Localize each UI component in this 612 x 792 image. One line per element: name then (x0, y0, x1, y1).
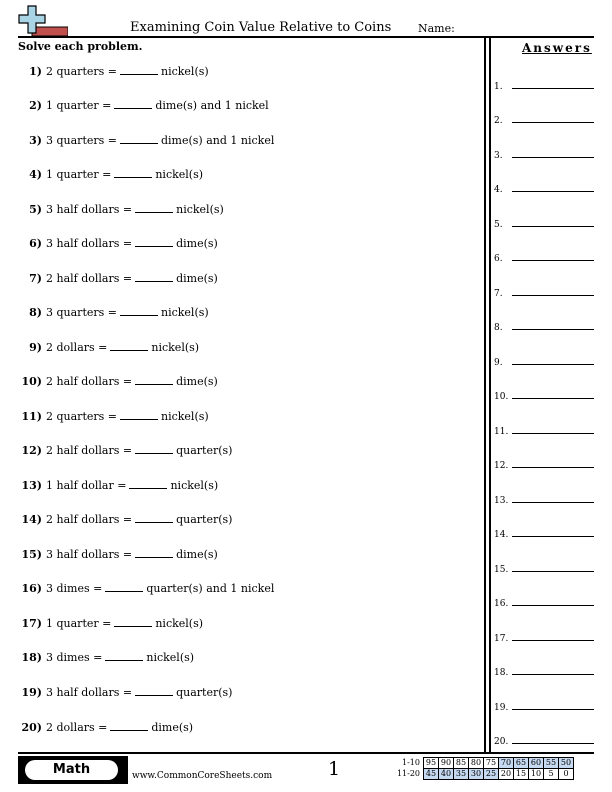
problem-item (18, 99, 478, 115)
column-divider-right (489, 36, 491, 752)
problem-number: 20) (21, 721, 42, 734)
answer-line[interactable] (512, 502, 594, 503)
answer-blank[interactable] (120, 306, 158, 316)
answer-blank[interactable] (105, 651, 143, 661)
score-cell: 15 (514, 769, 529, 780)
problem-text: 1 half dollar = (46, 479, 127, 492)
plus-logo-icon (18, 5, 68, 37)
answer-row[interactable] (494, 526, 594, 540)
answer-row[interactable] (494, 250, 594, 264)
answer-line[interactable] (512, 571, 594, 572)
answer-line[interactable] (512, 226, 594, 227)
problem-text: 2 dollars = (46, 341, 108, 354)
problem-number: 7) (29, 272, 42, 285)
answer-line[interactable] (512, 743, 594, 744)
problem-item (18, 65, 478, 81)
problem-number: 8) (29, 306, 42, 319)
answer-row[interactable] (494, 147, 594, 161)
answer-line[interactable] (512, 467, 594, 468)
problem-number: 5) (29, 203, 42, 216)
problem-unit: dime(s) (151, 721, 194, 734)
answer-label: 11. (494, 427, 509, 437)
problem-text: 2 dollars = (46, 721, 108, 734)
problem-number: 17) (21, 617, 42, 630)
answer-row[interactable] (494, 733, 594, 747)
score-row (394, 758, 574, 769)
problem-unit: quarter(s) (176, 513, 233, 526)
answer-blank[interactable] (135, 375, 173, 385)
problem-unit: dime(s) (176, 375, 218, 388)
math-badge: Math (25, 760, 118, 780)
answer-row[interactable] (494, 319, 594, 333)
answer-line[interactable] (512, 433, 594, 434)
problem-item (18, 134, 478, 150)
problem-number: 4) (29, 168, 42, 181)
problem-item (18, 582, 478, 598)
score-cell: 20 (499, 769, 514, 780)
problem-number: 2) (29, 99, 42, 112)
problem-unit: nickel(s) (160, 65, 209, 78)
problem-unit: nickel(s) (170, 479, 219, 492)
score-cell: 95 (424, 758, 439, 769)
problem-item (18, 548, 478, 564)
answer-blank[interactable] (135, 237, 173, 247)
problem-text: 1 quarter = (46, 168, 112, 181)
problem-unit: dime(s) and 1 nickel (155, 99, 269, 112)
answer-row[interactable] (494, 216, 594, 230)
answer-line[interactable] (512, 191, 594, 192)
answer-blank[interactable] (110, 341, 148, 351)
problem-item (18, 272, 478, 288)
problem-text: 3 quarters = (46, 134, 117, 147)
answer-row[interactable] (494, 423, 594, 437)
problem-number: 1) (29, 65, 42, 78)
problem-number: 12) (21, 444, 42, 457)
answer-blank[interactable] (114, 168, 152, 178)
problem-unit: nickel(s) (160, 306, 209, 319)
answer-line[interactable] (512, 640, 594, 641)
score-cell: 10 (529, 769, 544, 780)
problem-number: 6) (29, 237, 42, 250)
answer-label: 13. (494, 496, 509, 506)
problem-item (18, 306, 478, 322)
problem-text: 3 half dollars = (46, 686, 133, 699)
problem-text: 1 quarter = (46, 99, 112, 112)
problem-text: 2 half dollars = (46, 272, 133, 285)
score-cell: 80 (469, 758, 484, 769)
footer-divider (18, 752, 594, 754)
problem-text: 1 quarter = (46, 617, 112, 630)
answer-label: 16. (494, 599, 509, 609)
score-cell: 5 (544, 769, 559, 780)
answer-label: 18. (494, 668, 509, 678)
score-cell: 75 (484, 758, 499, 769)
problem-unit: dime(s) (176, 272, 218, 285)
answer-row[interactable] (494, 78, 594, 92)
problem-number: 9) (29, 341, 42, 354)
answer-line[interactable] (512, 398, 594, 399)
answer-row[interactable] (494, 388, 594, 402)
answer-label: 9. (494, 358, 503, 368)
answer-line[interactable] (512, 329, 594, 330)
answer-blank[interactable] (129, 479, 167, 489)
answer-line[interactable] (512, 295, 594, 296)
problem-item (18, 341, 478, 357)
answer-row[interactable] (494, 354, 594, 368)
problem-text: 3 half dollars = (46, 203, 133, 216)
answer-row[interactable] (494, 561, 594, 575)
problem-text: 2 quarters = (46, 410, 117, 423)
answer-blank[interactable] (114, 99, 152, 109)
score-row-label: 1-10 (402, 758, 420, 767)
column-divider-left (484, 36, 486, 752)
score-cell: 45 (424, 769, 439, 780)
answer-row[interactable] (494, 492, 594, 506)
answer-label: 17. (494, 634, 509, 644)
answer-label: 20. (494, 737, 509, 747)
answer-label: 5. (494, 220, 503, 230)
answer-blank[interactable] (120, 410, 158, 420)
answer-blank[interactable] (135, 513, 173, 523)
answer-blank[interactable] (135, 444, 173, 454)
problem-item (18, 375, 478, 391)
instructions: Solve each problem. (18, 40, 143, 53)
answer-line[interactable] (512, 674, 594, 675)
problem-text: 3 half dollars = (46, 237, 133, 250)
problem-text: 3 quarters = (46, 306, 117, 319)
answer-row[interactable] (494, 457, 594, 471)
answer-line[interactable] (512, 364, 594, 365)
score-row-label: 11-20 (396, 769, 420, 778)
answer-blank[interactable] (105, 582, 143, 592)
problem-number: 13) (21, 479, 42, 492)
problem-item (18, 721, 478, 737)
answer-line[interactable] (512, 88, 594, 89)
answer-blank[interactable] (135, 272, 173, 282)
answer-row[interactable] (494, 664, 594, 678)
problem-text: 2 half dollars = (46, 444, 133, 457)
problem-item (18, 410, 478, 426)
answer-line[interactable] (512, 605, 594, 606)
problem-unit: nickel(s) (155, 617, 204, 630)
answer-label: 19. (494, 703, 509, 713)
problem-text: 3 dimes = (46, 651, 103, 664)
problem-unit: quarter(s) (176, 686, 233, 699)
problem-number: 18) (21, 651, 42, 664)
answer-blank[interactable] (114, 617, 152, 627)
problem-text: 3 half dollars = (46, 548, 133, 561)
score-cell: 65 (514, 758, 529, 769)
problem-unit: nickel(s) (146, 651, 195, 664)
website-link[interactable]: www.CommonCoreSheets.com (132, 771, 273, 781)
answer-row[interactable] (494, 181, 594, 195)
score-cell: 50 (559, 758, 574, 769)
header-divider (18, 36, 594, 38)
problem-text: 2 half dollars = (46, 513, 133, 526)
answer-blank[interactable] (120, 134, 158, 144)
score-cell: 90 (439, 758, 454, 769)
problem-unit: quarter(s) and 1 nickel (146, 582, 275, 595)
score-cell: 40 (439, 769, 454, 780)
problem-number: 16) (21, 582, 42, 595)
problem-item (18, 168, 478, 184)
answer-line[interactable] (512, 157, 594, 158)
answer-label: 6. (494, 254, 503, 264)
problem-number: 10) (21, 375, 42, 388)
answer-line[interactable] (512, 536, 594, 537)
answer-blank[interactable] (110, 721, 148, 731)
answer-line[interactable] (512, 709, 594, 710)
score-cell: 85 (454, 758, 469, 769)
problem-unit: quarter(s) (176, 444, 233, 457)
answer-row[interactable] (494, 595, 594, 609)
score-cell: 30 (469, 769, 484, 780)
answer-label: 12. (494, 461, 509, 471)
answer-label: 2. (494, 116, 503, 126)
problem-item (18, 479, 478, 495)
problem-number: 3) (29, 134, 42, 147)
name-label: Name: (418, 22, 455, 35)
answers-heading: Answers (522, 41, 592, 55)
answer-blank[interactable] (120, 65, 158, 75)
problem-number: 15) (21, 548, 42, 561)
score-cell: 55 (544, 758, 559, 769)
problem-text: 2 quarters = (46, 65, 117, 78)
answer-label: 7. (494, 289, 503, 299)
problem-item (18, 444, 478, 460)
answer-label: 14. (494, 530, 509, 540)
problem-text: 3 dimes = (46, 582, 103, 595)
score-cell: 60 (529, 758, 544, 769)
score-cell: 0 (559, 769, 574, 780)
problem-text: 2 half dollars = (46, 375, 133, 388)
answer-line[interactable] (512, 122, 594, 123)
problem-number: 14) (21, 513, 42, 526)
answer-label: 3. (494, 151, 503, 161)
answer-row[interactable] (494, 699, 594, 713)
answer-label: 4. (494, 185, 503, 195)
answer-blank[interactable] (135, 548, 173, 558)
answer-label: 8. (494, 323, 503, 333)
answer-label: 15. (494, 565, 509, 575)
problem-item (18, 237, 478, 253)
answer-blank[interactable] (135, 686, 173, 696)
score-cell: 70 (499, 758, 514, 769)
problem-unit: dime(s) (176, 548, 218, 561)
score-row (394, 769, 574, 780)
page-number: 1 (328, 758, 341, 780)
problem-unit: nickel(s) (151, 341, 200, 354)
problem-unit: nickel(s) (176, 203, 224, 216)
answer-label: 10. (494, 392, 509, 402)
problem-item (18, 203, 478, 219)
answer-blank[interactable] (135, 203, 173, 213)
answer-line[interactable] (512, 260, 594, 261)
problem-number: 11) (21, 410, 42, 423)
answer-row[interactable] (494, 285, 594, 299)
problem-item (18, 651, 478, 667)
answer-row[interactable] (494, 112, 594, 126)
answer-label: 1. (494, 82, 503, 92)
problem-item (18, 617, 478, 633)
problem-unit: dime(s) and 1 nickel (160, 134, 275, 147)
problem-unit: nickel(s) (160, 410, 209, 423)
page-title: Examining Coin Value Relative to Coins (130, 20, 392, 35)
score-cell: 35 (454, 769, 469, 780)
problem-number: 19) (21, 686, 42, 699)
problem-unit: dime(s) (176, 237, 218, 250)
problem-item (18, 686, 478, 702)
answer-row[interactable] (494, 630, 594, 644)
score-cell: 25 (484, 769, 499, 780)
score-table (394, 757, 574, 780)
problem-unit: nickel(s) (155, 168, 204, 181)
problem-item (18, 513, 478, 529)
